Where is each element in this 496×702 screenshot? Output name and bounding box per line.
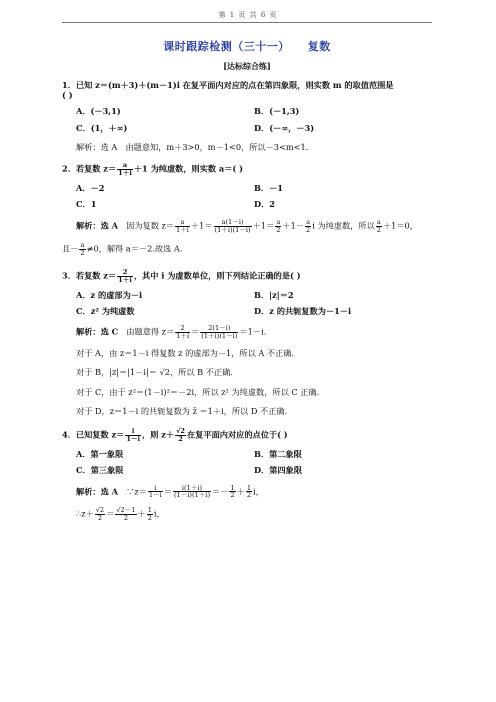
fraction: $\frac{a}{1+i}$ — [118, 161, 132, 177]
question-3-solution: 解析：选 C 由题意得 z＝ $\frac{2}{1+i}$ ＝ $\frac{2(1-i)}{(1+i)(1-i)}$ ＝1－i. — [76, 324, 267, 341]
question-2-options — [76, 183, 432, 210]
question-4-options — [76, 449, 432, 476]
option-d: D．(－∞，－3) — [254, 122, 315, 133]
question-2-solution-cont: 且－ $\frac{a}{2}$ ≠0，解得 a＝－2.故选 A. — [62, 241, 183, 258]
question-1-stem: 1．已知 z＝(m＋3)＋(m－1)i 在复平面内对应的点在第四象限，则实数 m 的取值范围是 — [62, 79, 394, 90]
option-b: B．第二象限 — [254, 449, 302, 460]
question-3-analysis-b: 对于 B，|z|＝|1－i|＝ √2，所以 B 不正确． — [76, 367, 239, 378]
option-b: B．(－1,3) — [254, 106, 300, 117]
question-3-analysis-a: 对于 A，由 z＝1－i 得复数 z 的虚部为－1，所以 A 不正确． — [76, 348, 300, 359]
option-c: C．(1，＋∞) — [76, 122, 128, 133]
option-d: D．第四象限 — [254, 465, 303, 476]
question-2-solution: 解析：选 A 因为复数 z＝ $\frac{a}{1+i}$ ＋1＝ $\frac{a(1-i)}{(1+i)(1-i)}$ ＋1＝ $\frac{a}{2}$ ＋1－ $\frac{a}{2}$ i 为纯虚数，所以 $\frac{a}{2}$ ＋1＝0， — [76, 218, 418, 235]
title-main: 课时跟踪检测（三十一） — [163, 40, 290, 53]
option-b: B．－1 — [254, 182, 283, 193]
question-3-stem-pre: 3．若复数 z＝ — [62, 270, 117, 281]
section-label: [达标综合练] — [223, 60, 271, 71]
question-4-solution-cont: ∴z＋ $\frac{√2}{2}$ ＝ $\frac{√2-1}{2}$ ＋ $\frac{1}{2}$ i， — [76, 506, 165, 523]
question-3-analysis-d: 对于 D，z＝1－i 的共轭复数为 z̄ ＝1＋i，所以 D 不正确． — [76, 405, 293, 416]
option-c: C．z² 为纯虚数 — [76, 306, 135, 317]
option-b: B．|z|＝2 — [254, 289, 294, 300]
question-3: 3．若复数 z＝ $\frac{2}{1+i}$ ，其中 i 为虚数单位，则下列结论正确的是( ) — [62, 268, 301, 284]
question-1-paren: ( ) — [62, 90, 73, 100]
question-4-stem-post: 在复平面内对应的点位于( ) — [187, 429, 288, 440]
option-a: A．(－3,1) — [76, 106, 121, 117]
option-c: C．1 — [76, 199, 97, 210]
page-title — [62, 40, 432, 54]
option-a: A．－2 — [76, 182, 105, 193]
header-divider — [62, 22, 432, 23]
question-4: 4．已知复数 z＝ $\frac{i}{1-i}$ ，则 z＋ $\frac{√2}{2}$ 在复平面内对应的点位于( ) — [62, 427, 288, 444]
question-4-solution: 解析：选 A ∵z＝ $\frac{i}{1-i}$ ＝ $\frac{i(1+i)}{(1-i)(1+i)}$ ＝－ $\frac{1}{2}$ ＋ $\frac{1}{2}$ i， — [76, 483, 264, 500]
question-1-solution: 解析：选 A 由题意知，m＋3>0，m－1<0，所以－3<m<1. — [76, 141, 309, 152]
title-topic: 复数 — [307, 40, 331, 53]
solution-label: 解析：选 A — [76, 485, 118, 496]
question-1-options — [76, 106, 432, 133]
document-body — [62, 40, 432, 531]
option-a: A．z 的虚部为－i — [76, 289, 143, 300]
option-c: C．第三象限 — [76, 465, 124, 476]
question-3-analysis-c: 对于 C，由于 z²＝(1－i)²＝－2i，所以 z² 为纯虚数，所以 C 正确． — [76, 386, 325, 397]
question-2-stem-post: ＋1 为纯虚数，则实数 a＝( ) — [133, 163, 244, 174]
question-3-options — [76, 290, 432, 317]
question-3-stem-post: ，其中 i 为虚数单位，则下列结论正确的是( ) — [133, 270, 301, 281]
question-2-stem-pre: 2．若复数 z＝ — [62, 163, 117, 174]
page-header: 第 1 页 共 6 页 — [218, 11, 278, 19]
solution-label: 解析：选 A — [76, 220, 118, 231]
question-4-stem-pre: 4．已知复数 z＝ — [62, 429, 125, 440]
option-d: D．2 — [254, 199, 275, 210]
question-1 — [62, 80, 432, 101]
question-2 — [62, 162, 432, 177]
option-d: D．z 的共轭复数为－1－i — [254, 306, 352, 317]
option-a: A．第一象限 — [76, 449, 124, 460]
solution-label: 解析：选 C — [76, 326, 119, 337]
